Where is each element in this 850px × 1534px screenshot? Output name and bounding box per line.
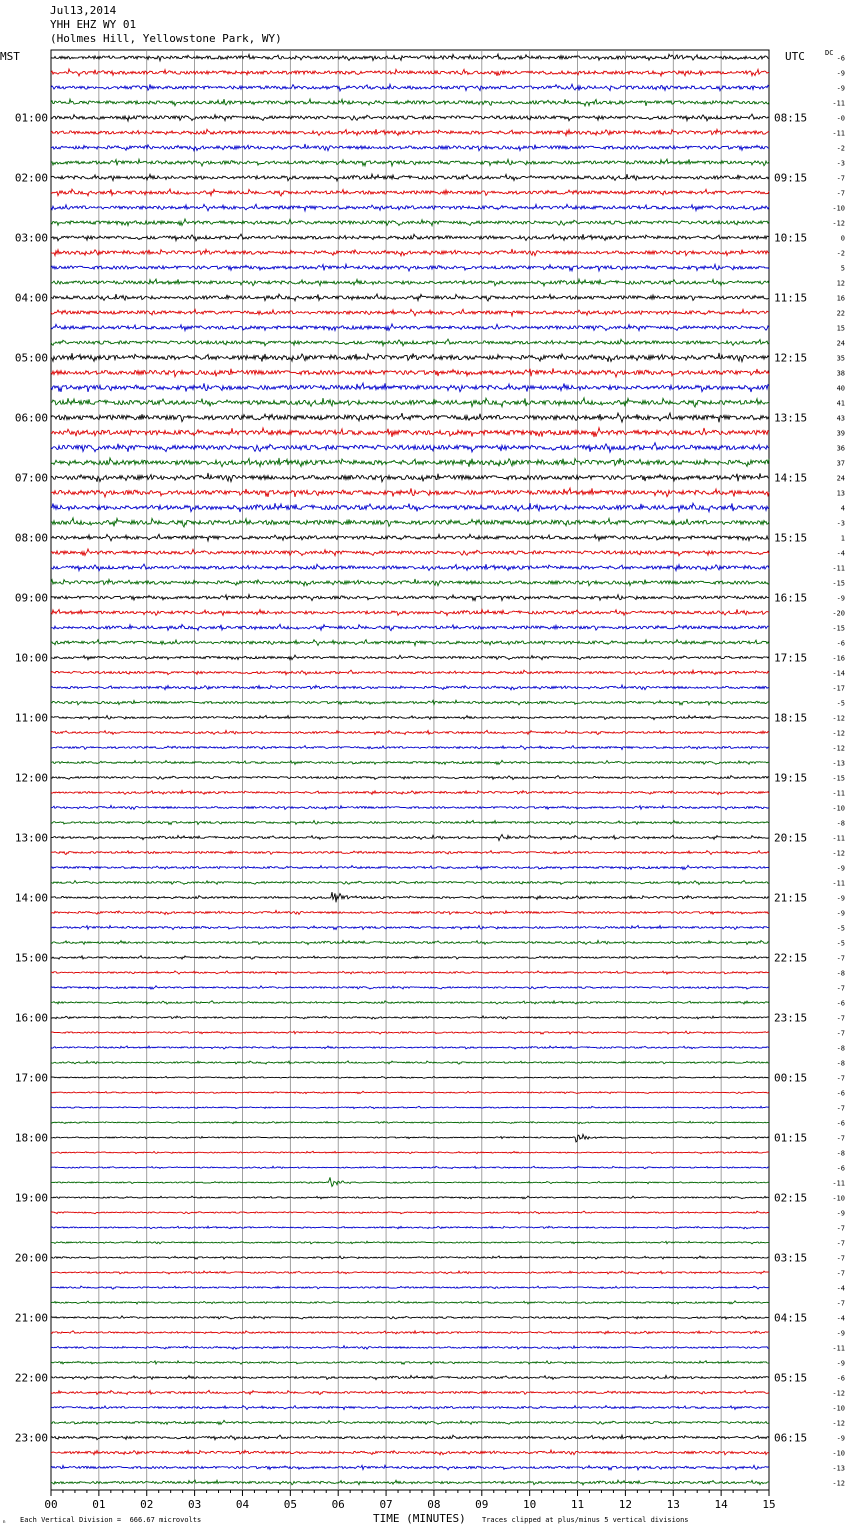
x-tick-label: 12 — [618, 1498, 633, 1511]
left-hour-label: 21:00 — [14, 1311, 48, 1325]
trace-row — [51, 865, 769, 869]
trace-row — [51, 1211, 769, 1214]
dc-offset-label: -6 — [836, 1089, 845, 1098]
location-label: (Holmes Hill, Yellowstone Park, WY) — [50, 32, 282, 45]
dc-offset-label: -0 — [836, 114, 845, 123]
trace-row — [51, 1390, 769, 1394]
dc-offset-label: -9 — [836, 909, 845, 918]
trace-row — [51, 1016, 769, 1019]
left-hour-label: 04:00 — [14, 291, 48, 305]
dc-offset-label: -12 — [832, 1479, 845, 1488]
dc-offset-label: -12 — [832, 1419, 845, 1428]
trace-row — [51, 1406, 769, 1410]
trace-row — [51, 835, 769, 841]
trace-row — [51, 851, 769, 855]
left-hour-label: 05:00 — [14, 351, 48, 365]
dc-offset-label: -7 — [836, 1134, 845, 1143]
trace-row — [51, 956, 769, 960]
trace-row — [51, 1361, 769, 1364]
right-hour-label: 23:15 — [774, 1011, 808, 1025]
left-hour-label: 11:00 — [14, 711, 48, 725]
trace-row — [51, 159, 769, 166]
x-tick-label: 03 — [187, 1498, 202, 1511]
dc-offset-label: -10 — [832, 1404, 845, 1413]
trace-row — [51, 309, 769, 316]
dc-offset-label: -20 — [832, 609, 845, 618]
dc-offset-label: -9 — [836, 894, 845, 903]
dc-offset-label: -2 — [836, 249, 845, 258]
trace-row — [51, 1331, 769, 1334]
trace-row — [51, 609, 769, 615]
x-tick-label: 07 — [379, 1498, 393, 1511]
trace-row — [51, 54, 769, 61]
trace-row — [51, 685, 769, 690]
trace-row — [51, 670, 769, 675]
dc-offset-label: 24 — [836, 339, 845, 348]
trace-row — [51, 1091, 769, 1093]
dc-offset-label: 0 — [840, 234, 845, 243]
dc-offset-label: -6 — [836, 999, 845, 1008]
right-hour-label: 01:15 — [774, 1131, 808, 1145]
dc-offset-label: -7 — [836, 1029, 845, 1038]
trace-row — [51, 881, 769, 885]
right-hour-label: 15:15 — [774, 531, 808, 545]
scale-note: Each Vertical Division = 666.67 microvolts — [20, 1516, 202, 1524]
dc-offset-label: -7 — [836, 1239, 845, 1248]
left-hour-label: 17:00 — [14, 1071, 48, 1085]
dc-offset-label: 41 — [836, 399, 845, 408]
dc-offset-label: -9 — [836, 1329, 845, 1338]
trace-row — [51, 174, 769, 181]
trace-row — [51, 730, 769, 734]
footer-mark: ₙ — [2, 1517, 7, 1525]
dc-offset-label: -3 — [836, 159, 845, 168]
trace-row — [51, 986, 769, 989]
right-hour-label: 20:15 — [774, 831, 808, 845]
dc-offset-label: -6 — [836, 1164, 845, 1173]
trace-row — [51, 443, 769, 452]
dc-offset-label: -14 — [832, 669, 845, 678]
trace-row — [51, 534, 769, 541]
trace-row — [51, 324, 769, 331]
trace-row — [51, 1134, 769, 1142]
trace-row — [51, 700, 769, 705]
left-hour-label: 07:00 — [14, 471, 48, 485]
trace-row — [51, 1256, 769, 1259]
dc-offset-label: -8 — [836, 1044, 845, 1053]
dc-offset-label: -7 — [836, 1014, 845, 1023]
x-tick-label: 11 — [570, 1498, 585, 1511]
trace-row — [51, 776, 769, 780]
x-tick-label: 04 — [235, 1498, 250, 1511]
right-hour-label: 02:15 — [774, 1191, 808, 1205]
trace-row — [51, 1271, 769, 1274]
trace-row — [51, 1480, 769, 1485]
left-hour-label: 22:00 — [14, 1371, 48, 1385]
dc-offset-label: -13 — [832, 759, 845, 768]
trace-row — [51, 294, 769, 301]
dc-offset-label: -16 — [832, 654, 845, 663]
trace-row — [51, 518, 769, 527]
trace-row — [51, 84, 769, 91]
right-hour-label: 12:15 — [774, 351, 808, 365]
dc-offset-label: 43 — [836, 414, 845, 423]
dc-offset-label: -9 — [836, 1209, 845, 1218]
trace-row — [51, 264, 769, 271]
dc-offset-label: 36 — [836, 444, 845, 453]
trace-row — [51, 1301, 769, 1304]
trace-row — [51, 1001, 769, 1004]
dc-offset-label: -7 — [836, 1074, 845, 1083]
trace-row — [51, 624, 769, 630]
x-tick-label: 14 — [714, 1498, 728, 1511]
trace-row — [51, 114, 769, 121]
trace-row — [51, 279, 769, 286]
trace-row — [51, 339, 769, 346]
trace-row — [51, 716, 769, 720]
dc-offset-label: -13 — [832, 1464, 845, 1473]
trace-row — [51, 549, 769, 556]
left-hour-label: 16:00 — [14, 1011, 48, 1025]
trace-row — [51, 428, 769, 437]
trace-row — [51, 503, 769, 512]
x-tick-label: 08 — [427, 1498, 441, 1511]
trace-row — [51, 821, 769, 825]
left-hour-label: 13:00 — [14, 831, 48, 845]
dc-offset-label: -6 — [836, 639, 845, 648]
x-tick-label: 00 — [44, 1498, 58, 1511]
left-hour-label: 20:00 — [14, 1251, 48, 1265]
dc-offset-label: -7 — [836, 1269, 845, 1278]
x-tick-label: 15 — [762, 1498, 776, 1511]
dc-offset-label: -11 — [832, 834, 845, 843]
dc-offset-label: -8 — [836, 819, 845, 828]
left-hour-label: 18:00 — [14, 1131, 48, 1145]
dc-offset-label: -6 — [836, 54, 845, 63]
dc-offset-label: -7 — [836, 1224, 845, 1233]
dc-offset-label: -15 — [832, 624, 845, 633]
dc-offset-label: -9 — [836, 1434, 845, 1443]
trace-row — [51, 473, 769, 482]
dc-offset-label: -7 — [836, 1254, 845, 1263]
trace-row — [51, 1346, 769, 1350]
trace-row — [51, 1286, 769, 1289]
x-tick-label: 13 — [666, 1498, 680, 1511]
dc-offset-label: -17 — [832, 684, 845, 693]
dc-offset-label: -15 — [832, 579, 845, 588]
dc-offset-label: -7 — [836, 984, 845, 993]
dc-offset-label: 39 — [836, 429, 845, 438]
dc-offset-label: -5 — [836, 939, 845, 948]
trace-row — [51, 1420, 769, 1424]
dc-offset-label: 13 — [836, 489, 845, 498]
trace-row — [51, 204, 769, 211]
dc-offset-label: 16 — [836, 294, 845, 303]
trace-row — [51, 1106, 769, 1108]
trace-row — [51, 579, 769, 586]
trace-row — [51, 1121, 769, 1123]
dc-offset-label: -8 — [836, 1149, 845, 1158]
trace-row — [51, 1196, 769, 1199]
dc-offset-label: -5 — [836, 924, 845, 933]
left-hour-label: 15:00 — [14, 951, 48, 965]
x-tick-label: 05 — [283, 1498, 297, 1511]
dc-offset-label: -8 — [836, 1059, 845, 1068]
dc-offset-label: 5 — [840, 264, 845, 273]
right-hour-label: 03:15 — [774, 1251, 808, 1265]
dc-offset-label: -9 — [836, 594, 845, 603]
dc-offset-label: -2 — [836, 144, 845, 153]
left-hour-label: 19:00 — [14, 1191, 48, 1205]
right-hour-label: 04:15 — [774, 1311, 808, 1325]
dc-offset-label: -6 — [836, 1374, 845, 1383]
dc-offset-label: -9 — [836, 864, 845, 873]
dc-offset-label: -4 — [836, 1314, 845, 1323]
dc-offset-label: -5 — [836, 699, 845, 708]
trace-row — [51, 746, 769, 750]
dc-offset-label: 12 — [836, 279, 845, 288]
right-hour-label: 18:15 — [774, 711, 808, 725]
right-hour-label: 17:15 — [774, 651, 808, 665]
trace-row — [51, 1435, 769, 1440]
left-timezone-label: MST — [0, 50, 20, 63]
trace-row — [51, 1046, 769, 1049]
right-hour-label: 14:15 — [774, 471, 808, 485]
dc-offset-label: -7 — [836, 189, 845, 198]
trace-row — [51, 1031, 769, 1034]
trace-row — [51, 1061, 769, 1064]
dc-offset-label: -9 — [836, 69, 845, 78]
dc-label: DC — [825, 49, 834, 57]
dc-offset-label: 4 — [840, 504, 845, 513]
trace-row — [51, 910, 769, 914]
dc-offset-label: -12 — [832, 729, 845, 738]
right-hour-label: 00:15 — [774, 1071, 808, 1085]
left-hour-label: 06:00 — [14, 411, 48, 425]
trace-row — [51, 655, 769, 660]
right-hour-label: 05:15 — [774, 1371, 808, 1385]
dc-offset-label: -11 — [832, 879, 845, 888]
x-tick-label: 02 — [140, 1498, 154, 1511]
dc-offset-label: -12 — [832, 219, 845, 228]
right-hour-label: 08:15 — [774, 111, 808, 125]
right-hour-label: 13:15 — [774, 411, 808, 425]
date-label: Jul13,2014 — [50, 4, 117, 17]
left-hour-label: 23:00 — [14, 1431, 48, 1445]
trace-row — [51, 1316, 769, 1319]
trace-row — [51, 219, 769, 226]
x-tick-label: 06 — [331, 1498, 345, 1511]
dc-offset-label: -7 — [836, 954, 845, 963]
right-hour-label: 11:15 — [774, 291, 808, 305]
trace-row — [51, 1166, 769, 1168]
trace-row — [51, 1076, 769, 1078]
trace-row — [51, 926, 769, 930]
dc-offset-label: -15 — [832, 774, 845, 783]
dc-offset-label: -11 — [832, 129, 845, 138]
left-hour-label: 08:00 — [14, 531, 48, 545]
dc-offset-label: -12 — [832, 849, 845, 858]
left-hour-label: 14:00 — [14, 891, 48, 905]
dc-offset-label: -4 — [836, 1284, 845, 1293]
trace-row — [51, 595, 769, 601]
station-label: YHH EHZ WY 01 — [50, 18, 137, 31]
trace-row — [51, 892, 769, 902]
trace-row — [51, 1376, 769, 1380]
trace-row — [51, 1465, 769, 1470]
trace-row — [51, 353, 769, 362]
left-hour-label: 03:00 — [14, 231, 48, 245]
right-hour-label: 06:15 — [774, 1431, 808, 1445]
trace-row — [51, 99, 769, 106]
dc-offset-label: -9 — [836, 84, 845, 93]
trace-row — [51, 1226, 769, 1229]
trace-row — [51, 234, 769, 241]
trace-row — [51, 144, 769, 151]
trace-row — [51, 488, 769, 497]
dc-offset-label: 40 — [836, 384, 845, 393]
dc-offset-label: -11 — [832, 564, 845, 573]
x-tick-label: 01 — [92, 1498, 106, 1511]
left-hour-label: 09:00 — [14, 591, 48, 605]
trace-row — [51, 249, 769, 256]
trace-row — [51, 941, 769, 945]
right-hour-label: 19:15 — [774, 771, 808, 785]
dc-offset-label: 15 — [836, 324, 845, 333]
right-timezone-label: UTC — [785, 50, 805, 63]
trace-row — [51, 791, 769, 795]
dc-offset-label: -7 — [836, 174, 845, 183]
dc-offset-label: -11 — [832, 99, 845, 108]
clip-note: Traces clipped at plus/minus 5 vertical divisions — [482, 1516, 689, 1524]
dc-offset-label: -7 — [836, 1299, 845, 1308]
dc-offset-label: -12 — [832, 714, 845, 723]
left-hour-label: 12:00 — [14, 771, 48, 785]
left-hour-label: 02:00 — [14, 171, 48, 185]
trace-row — [51, 1151, 769, 1153]
dc-offset-label: -10 — [832, 1449, 845, 1458]
trace-row — [51, 368, 769, 377]
trace-row — [51, 805, 769, 809]
trace-row — [51, 1241, 769, 1244]
dc-offset-label: -11 — [832, 1344, 845, 1353]
trace-row — [51, 1450, 769, 1455]
dc-offset-label: 35 — [836, 354, 845, 363]
trace-row — [51, 129, 769, 135]
dc-offset-label: -6 — [836, 1119, 845, 1128]
dc-offset-label: 38 — [836, 369, 845, 378]
dc-offset-label: -3 — [836, 519, 845, 528]
x-tick-label: 10 — [523, 1498, 537, 1511]
trace-row — [51, 413, 769, 422]
trace-row — [51, 383, 769, 392]
right-hour-label: 10:15 — [774, 231, 808, 245]
dc-offset-label: 1 — [840, 534, 845, 543]
trace-row — [51, 640, 769, 646]
dc-offset-label: -10 — [832, 204, 845, 213]
dc-offset-label: -10 — [832, 804, 845, 813]
dc-offset-label: -11 — [832, 789, 845, 798]
trace-row — [51, 1177, 769, 1186]
dc-offset-label: 22 — [836, 309, 845, 318]
dc-offset-label: 37 — [836, 459, 845, 468]
right-hour-label: 21:15 — [774, 891, 808, 905]
dc-offset-label: -4 — [836, 549, 845, 558]
dc-offset-label: -11 — [832, 1179, 845, 1188]
trace-row — [51, 69, 769, 76]
dc-offset-label: -12 — [832, 1389, 845, 1398]
right-hour-label: 16:15 — [774, 591, 808, 605]
trace-row — [51, 398, 769, 407]
dc-offset-label: -10 — [832, 1194, 845, 1203]
dc-offset-label: 24 — [836, 474, 845, 483]
trace-row — [51, 189, 769, 196]
trace-row — [51, 760, 769, 764]
dc-offset-label: -12 — [832, 744, 845, 753]
dc-offset-label: -7 — [836, 1104, 845, 1113]
trace-row — [51, 971, 769, 974]
x-axis-title: TIME (MINUTES) — [373, 1512, 466, 1525]
left-hour-label: 01:00 — [14, 111, 48, 125]
dc-offset-label: -9 — [836, 1359, 845, 1368]
trace-row — [51, 564, 769, 571]
right-hour-label: 22:15 — [774, 951, 808, 965]
trace-row — [51, 458, 769, 467]
dc-offset-label: -8 — [836, 969, 845, 978]
left-hour-label: 10:00 — [14, 651, 48, 665]
right-hour-label: 09:15 — [774, 171, 808, 185]
x-tick-label: 09 — [475, 1498, 489, 1511]
